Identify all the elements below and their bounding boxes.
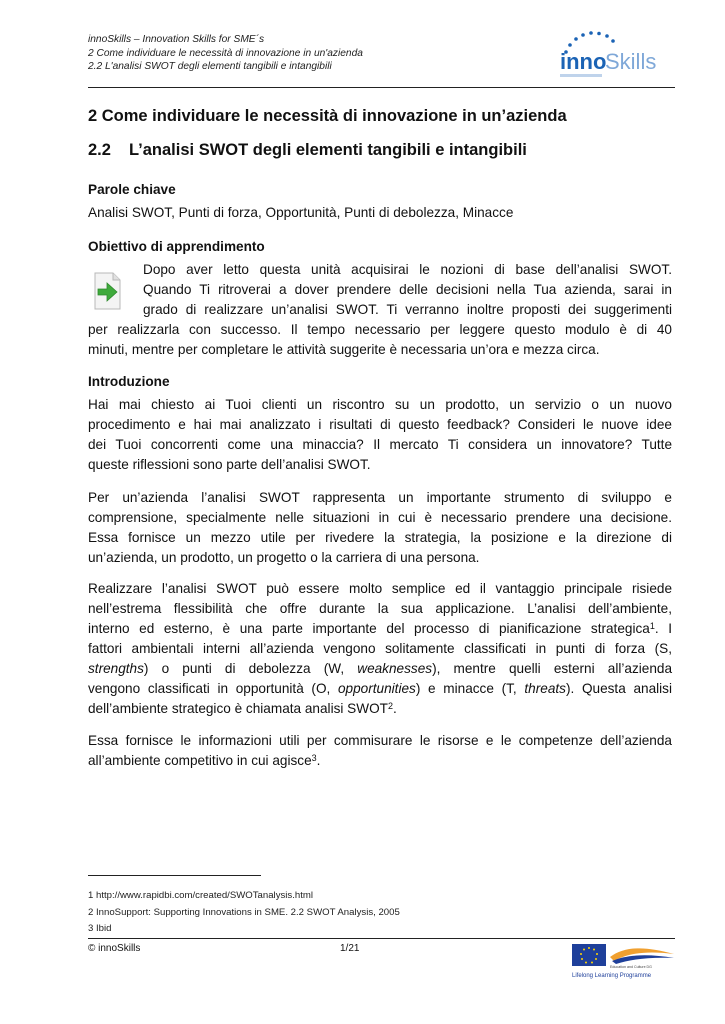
page-number: 1/21	[340, 943, 360, 954]
footnote-2: 2 InnoSupport: Supporting Innovations in SME. 2.2 SWOT Analysis, 2005	[88, 906, 400, 918]
eu-label-dg: Education and Culture DG	[610, 965, 652, 969]
objective-paragraph-indented: Dopo aver letto questa unità acquisirai le nozioni di base dell’analisi SWOT. Quando Ti ritroverai a dover prendere delle decisioni nella Tua azienda, sarai in grado di realizzare un’analisi SWOT. Ti verranno inoltre proposti dei suggerimenti	[143, 262, 672, 317]
intro-paragraph-2: Per un’azienda l’analisi SWOT rappresenta un importante strumento di sviluppo e comprensione, specialmente nelle situazioni in cui è necessario prendere una decisione. Essa fornisce un mezzo utile per rivedere la strategia, la posizione e la direzione di un’azienda, un prodotto, un progetto o la carriera di una persona.	[88, 490, 672, 565]
innoskills-logo	[550, 30, 678, 85]
introduction-heading: Introduzione	[88, 374, 170, 389]
header-line-3: 2.2 L'analisi SWOT degli elementi tangibili e intangibili	[88, 61, 332, 72]
objective-heading: Obiettivo di apprendimento	[88, 239, 265, 254]
intro-paragraph-3: Realizzare l’analisi SWOT può essere molto semplice ed il vantaggio principale risiede nell’estrema flessibilità che offre durante la sua applicazione. L’analisi dell’ambiente, interno ed esterno, è una parte importante del processo di pianificazione strategica$^1$. I fattori ambientali interni all’azienda vengono solitamente classificati in punti di forza (S, strengths) o punti di debolezza (W, weaknesses), mentre quelli esterni all’azienda vengono classificati in opportunità (O, opportunities) e minacce (T, threats). Questa analisi dell’ambiente strategico è chiamata analisi SWOT$^2$.	[88, 581, 672, 716]
footnote-3: 3 Ibid	[88, 923, 112, 934]
intro-paragraph-1: Hai mai chiesto ai Tuoi clienti un riscontro su un prodotto, un servizio o un nuovo procedimento e hai mai analizzato i risultati di questo feedback? Consideri le nuove idee dei Tuoi concorrenti come una minaccia? Il mercato Ti considera un innovatore? Tutte queste riflessioni sono parte dell’analisi SWOT.	[88, 397, 672, 472]
footer-divider	[88, 938, 675, 939]
footer-copyright: © innoSkills	[88, 943, 141, 954]
logo-inno-text: inno	[560, 49, 607, 74]
chapter-title: 2 Come individuare le necessità di innovazione in un’azienda	[88, 107, 567, 125]
footnotes	[88, 888, 400, 938]
footnote-1: 1 http://www.rapidbi.com/created/SWOTanalysis.html	[88, 890, 314, 901]
running-header	[88, 33, 363, 74]
eu-lifelong-learning-logo	[570, 942, 676, 980]
keywords-text: Analisi SWOT, Punti di forza, Opportunità, Punti di debolezza, Minacce	[88, 205, 514, 220]
logo-skills-text: Skills	[605, 49, 657, 74]
header-divider	[88, 87, 675, 88]
intro-paragraph-4: Essa fornisce le informazioni utili per commisurare le risorse e le competenze dell’azienda all’ambiente competitivo in cui agisce$^3$.	[88, 733, 672, 768]
section-title-text: L’analisi SWOT degli elementi tangibili e intangibili	[129, 141, 527, 159]
keywords-heading: Parole chiave	[88, 182, 176, 197]
section-title	[88, 141, 527, 160]
footnote-ref-3: 3	[311, 753, 317, 763]
header-line-1: innoSkills – Innovation Skills for SME´s	[88, 34, 265, 45]
eu-label-llp: Lifelong Learning Programme	[572, 973, 652, 979]
footnote-divider	[88, 875, 261, 876]
page-header	[88, 30, 678, 90]
objective-paragraph: per realizzarla con successo. Il tempo necessario per leggere questo modulo è di 40 minuti, mentre per completare le attività suggerite è necessaria un’ora e mezza circa.	[88, 322, 672, 357]
footnote-ref-2: 2	[387, 701, 393, 711]
header-line-2: 2 Come individuare le necessità di innovazione in un'azienda	[88, 47, 363, 59]
section-number: 2.2	[88, 141, 111, 159]
document-arrow-icon	[94, 272, 121, 310]
footnote-ref-1: 1	[649, 621, 655, 631]
